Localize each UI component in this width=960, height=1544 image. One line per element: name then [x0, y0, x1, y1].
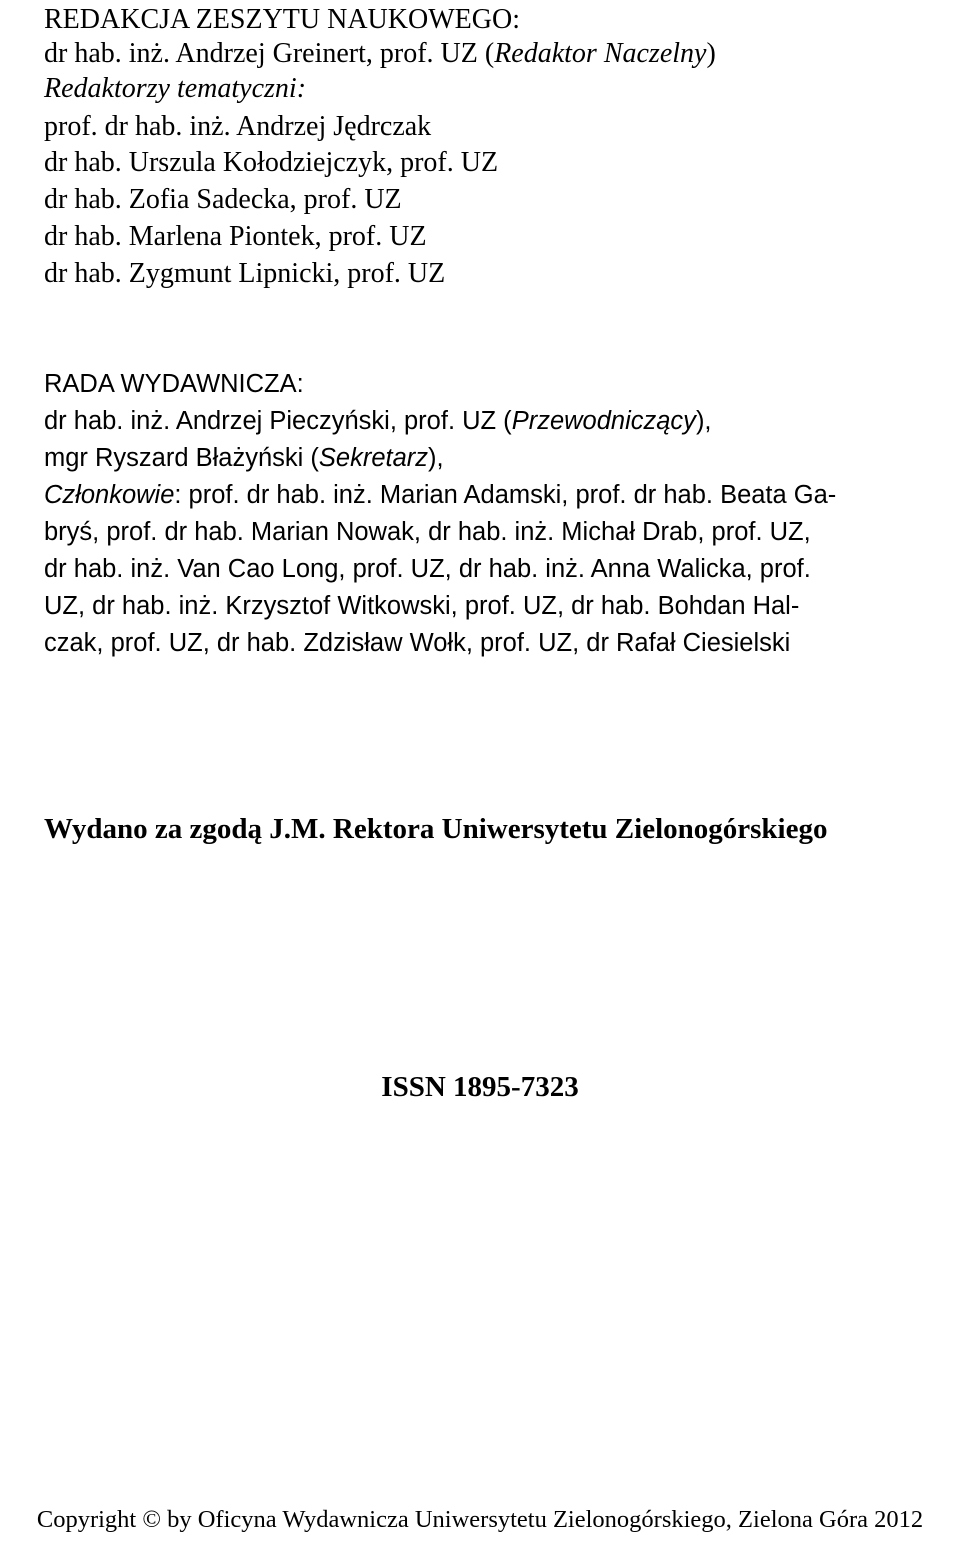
- thematic-editor: dr hab. Zygmunt Lipnicki, prof. UZ: [44, 258, 446, 289]
- thematic-editor: prof. dr hab. inż. Andrzej Jędrczak: [44, 111, 432, 142]
- editor-in-chief-name: dr hab. inż. Andrzej Greinert, prof. UZ (: [44, 38, 495, 69]
- board-members-line: czak, prof. UZ, dr hab. Zdzisław Wołk, prof. UZ, dr Rafał Ciesielski: [44, 629, 791, 657]
- editorial-heading: REDAKCJA ZESZYTU NAUKOWEGO:: [44, 4, 520, 35]
- board-secretary-name: mgr Ryszard Błażyński (: [44, 444, 319, 472]
- board-secretary: [44, 440, 444, 476]
- board-chair-close: ),: [695, 407, 712, 435]
- board-chair-name: dr hab. inż. Andrzej Pieczyński, prof. UZ (: [44, 407, 512, 435]
- thematic-editor: dr hab. Zofia Sadecka, prof. UZ: [44, 184, 402, 215]
- thematic-editor: dr hab. Urszula Kołodziejczyk, prof. UZ: [44, 147, 499, 178]
- issn: ISSN 1895-7323: [381, 1071, 579, 1103]
- editor-in-chief-close: ): [706, 38, 716, 69]
- thematic-editors-heading: [44, 71, 306, 107]
- board-members-line: UZ, dr hab. inż. Krzysztof Witkowski, prof. UZ, dr hab. Bohdan Hal-: [44, 592, 800, 620]
- board-members-rest: : prof. dr hab. inż. Marian Adamski, prof. dr hab. Beata Ga-: [174, 481, 837, 509]
- board-chair: [44, 403, 712, 439]
- board-members-line: bryś, prof. dr hab. Marian Nowak, dr hab. inż. Michał Drab, prof. UZ,: [44, 518, 811, 546]
- board-members-line: [44, 477, 836, 513]
- thematic-editor: dr hab. Marlena Piontek, prof. UZ: [44, 221, 427, 252]
- board-members-label: Członkowie: [44, 481, 175, 509]
- board-chair-role: Przewodniczący: [511, 407, 696, 435]
- board-secretary-close: ),: [428, 444, 444, 472]
- editor-in-chief-role: Redaktor Naczelny: [494, 38, 707, 69]
- thematic-editors-heading-text: Redaktorzy tematyczni:: [44, 73, 307, 104]
- copyright-notice: Copyright © by Oficyna Wydawnicza Uniwersytetu Zielonogórskiego, Zielona Góra 2012: [36, 1506, 924, 1533]
- board-members-line: dr hab. inż. Van Cao Long, prof. UZ, dr hab. inż. Anna Walicka, prof.: [44, 555, 811, 583]
- approval-statement: Wydano za zgodą J.M. Rektora Uniwersytetu Zielonogórskiego: [44, 813, 828, 845]
- board-secretary-role: Sekretarz: [318, 444, 429, 472]
- board-heading: RADA WYDAWNICZA:: [44, 370, 304, 398]
- editor-in-chief: [44, 36, 716, 72]
